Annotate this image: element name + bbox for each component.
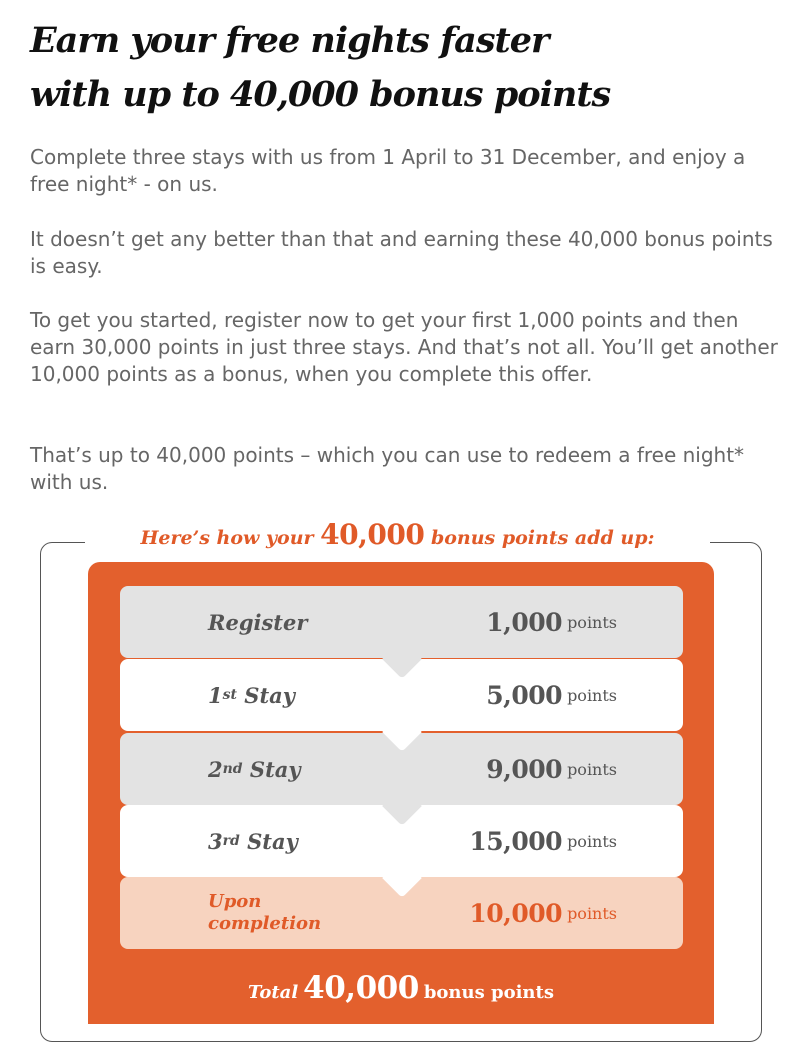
breakdown-title-prefix: Here’s how your: [140, 527, 314, 549]
headline-line-2: with up to 40,000 bonus points: [30, 74, 611, 115]
summary-paragraph: That’s up to 40,000 points – which you can use to redeem a free night* with us.: [30, 443, 745, 494]
ordinal-number: 1: [208, 682, 223, 708]
step-points-stay-1: [486, 659, 617, 731]
step-label-stay-2: [208, 733, 301, 805]
intro-paragraph: Complete three stays with us from 1 April to 31 December, and enjoy a free night* - on us.: [30, 145, 746, 196]
step-points-stay-3: [469, 805, 617, 877]
points-unit: points: [567, 685, 617, 705]
points-value: 15,000: [469, 826, 563, 856]
points-unit: points: [567, 759, 617, 779]
page-headline: [30, 14, 770, 122]
details-paragraph: To get you started, register now to get your first 1,000 points and then earn 30,000 points in just three stays. And that’s not all. You’ll get another 10,000 points as a bonus, when you complete this offer.: [30, 308, 778, 386]
easy-paragraph: It doesn’t get any better than that and earning these 40,000 bonus points is easy.: [30, 227, 773, 278]
step-label-register: Register: [208, 609, 308, 635]
ordinal-suffix: st: [222, 687, 237, 703]
stay-word: Stay: [244, 682, 295, 708]
points-value: 9,000: [486, 754, 563, 784]
ordinal-suffix: nd: [222, 761, 243, 777]
breakdown-title: [85, 518, 710, 552]
points-value: 5,000: [486, 680, 563, 710]
total-suffix: bonus points: [423, 982, 554, 1003]
step-label-stay-1: [208, 659, 295, 731]
points-unit: points: [567, 612, 617, 632]
points-value: 1,000: [486, 607, 563, 637]
points-unit: points: [567, 903, 617, 923]
ordinal-suffix: rd: [222, 833, 240, 849]
breakdown-title-number: 40,000: [320, 518, 425, 551]
ordinal-number: 3: [208, 828, 223, 854]
ordinal-number: 2: [208, 756, 223, 782]
points-unit: points: [567, 831, 617, 851]
breakdown-title-suffix: bonus points add up:: [430, 527, 655, 549]
step-label-stay-3: [208, 805, 298, 877]
step-label-completion: Upon completion: [208, 891, 322, 934]
step-points-completion: [469, 877, 617, 949]
total-prefix: Total: [248, 982, 299, 1003]
step-points-register: [486, 586, 617, 658]
stay-word: Stay: [247, 828, 298, 854]
step-row-register: [120, 586, 683, 658]
stay-word: Stay: [249, 756, 301, 782]
headline-line-1: Earn your free nights faster: [30, 20, 549, 61]
points-value: 10,000: [469, 898, 563, 928]
step-points-stay-2: [486, 733, 617, 805]
total-number: 40,000: [303, 970, 419, 1006]
total-line: [88, 960, 714, 1016]
